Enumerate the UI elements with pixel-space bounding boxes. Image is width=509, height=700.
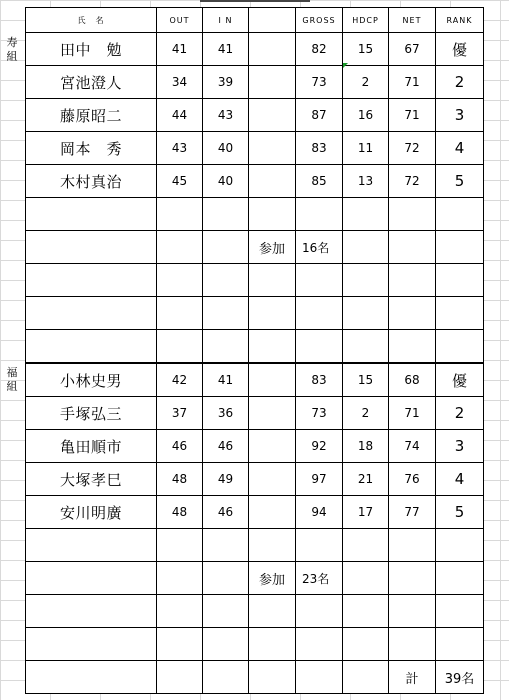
- empty-cell[interactable]: [249, 33, 296, 66]
- out-score[interactable]: 48: [157, 463, 203, 496]
- net-score[interactable]: 76: [389, 463, 436, 496]
- in-score[interactable]: 43: [203, 99, 249, 132]
- hdcp-score[interactable]: 16: [343, 99, 389, 132]
- hdcp-score[interactable]: 13: [343, 165, 389, 198]
- hdcp-score[interactable]: 17: [343, 496, 389, 529]
- total-label[interactable]: 計: [389, 661, 436, 694]
- empty-cell[interactable]: [249, 66, 296, 99]
- gross-score[interactable]: 97: [296, 463, 343, 496]
- empty-cell[interactable]: [249, 397, 296, 430]
- rank-value[interactable]: 2: [436, 397, 484, 430]
- in-score[interactable]: 41: [203, 363, 249, 397]
- rank-value[interactable]: 3: [436, 430, 484, 463]
- empty-cell[interactable]: [249, 132, 296, 165]
- net-score[interactable]: 67: [389, 33, 436, 66]
- player-name[interactable]: 大塚孝巳: [26, 463, 157, 496]
- out-score[interactable]: 48: [157, 496, 203, 529]
- gross-score[interactable]: 83: [296, 363, 343, 397]
- rank-value[interactable]: 優: [436, 363, 484, 397]
- hdcp-score[interactable]: 18: [343, 430, 389, 463]
- table-row[interactable]: [26, 463, 484, 496]
- empty-cell[interactable]: [249, 430, 296, 463]
- net-score[interactable]: 68: [389, 363, 436, 397]
- net-score[interactable]: 74: [389, 430, 436, 463]
- header-net: NET: [389, 8, 436, 33]
- hdcp-score[interactable]: 21: [343, 463, 389, 496]
- cell-comment-marker: [343, 63, 348, 68]
- empty-row[interactable]: [26, 297, 484, 330]
- in-score[interactable]: 49: [203, 463, 249, 496]
- empty-cell[interactable]: [249, 363, 296, 397]
- in-score[interactable]: 40: [203, 165, 249, 198]
- in-score[interactable]: 41: [203, 33, 249, 66]
- player-name[interactable]: 岡本 秀: [26, 132, 157, 165]
- rank-value[interactable]: 4: [436, 132, 484, 165]
- participation-row[interactable]: [26, 231, 484, 264]
- gross-score[interactable]: 85: [296, 165, 343, 198]
- header-blank: [249, 8, 296, 33]
- net-score[interactable]: 72: [389, 132, 436, 165]
- table-row[interactable]: [26, 496, 484, 529]
- gross-score[interactable]: 82: [296, 33, 343, 66]
- header-in: I N: [203, 8, 249, 33]
- gross-score[interactable]: 87: [296, 99, 343, 132]
- out-score[interactable]: 41: [157, 33, 203, 66]
- table-row[interactable]: [26, 99, 484, 132]
- table-row[interactable]: [26, 66, 484, 99]
- header-gross: GROSS: [296, 8, 343, 33]
- header-row: [26, 8, 484, 33]
- gross-score[interactable]: 83: [296, 132, 343, 165]
- gross-score[interactable]: 73: [296, 66, 343, 99]
- header-out: OUT: [157, 8, 203, 33]
- in-score[interactable]: 36: [203, 397, 249, 430]
- net-score[interactable]: 71: [389, 99, 436, 132]
- empty-row[interactable]: [26, 330, 484, 364]
- participation-count[interactable]: 16名: [296, 231, 343, 264]
- net-score[interactable]: 72: [389, 165, 436, 198]
- out-score[interactable]: 45: [157, 165, 203, 198]
- hdcp-score[interactable]: 2: [343, 397, 389, 430]
- rank-value[interactable]: 5: [436, 165, 484, 198]
- player-name[interactable]: 藤原昭二: [26, 99, 157, 132]
- empty-cell[interactable]: [249, 463, 296, 496]
- net-score[interactable]: 71: [389, 397, 436, 430]
- hdcp-score[interactable]: 15: [343, 363, 389, 397]
- gross-score[interactable]: 73: [296, 397, 343, 430]
- participation-label[interactable]: 参加: [249, 562, 296, 595]
- score-table: [25, 7, 484, 694]
- table-row[interactable]: [26, 132, 484, 165]
- gross-score[interactable]: 92: [296, 430, 343, 463]
- hdcp-score[interactable]: 11: [343, 132, 389, 165]
- gross-score[interactable]: 94: [296, 496, 343, 529]
- empty-row[interactable]: [26, 198, 484, 231]
- participation-count[interactable]: 23名: [296, 562, 343, 595]
- empty-row[interactable]: [26, 595, 484, 628]
- top-border-line: [200, 0, 310, 2]
- table-row[interactable]: [26, 33, 484, 66]
- out-score[interactable]: 44: [157, 99, 203, 132]
- rank-value[interactable]: 2: [436, 66, 484, 99]
- player-name[interactable]: 亀田順市: [26, 430, 157, 463]
- hdcp-score[interactable]: 15: [343, 33, 389, 66]
- player-name[interactable]: 安川明廣: [26, 496, 157, 529]
- out-score[interactable]: 37: [157, 397, 203, 430]
- header-rank: RANK: [436, 8, 484, 33]
- table-row[interactable]: [26, 165, 484, 198]
- total-count[interactable]: 39名: [436, 661, 484, 694]
- table-row[interactable]: [26, 397, 484, 430]
- rank-value[interactable]: 5: [436, 496, 484, 529]
- empty-cell[interactable]: [249, 99, 296, 132]
- empty-cell[interactable]: [249, 165, 296, 198]
- out-score[interactable]: 43: [157, 132, 203, 165]
- total-row[interactable]: [26, 661, 484, 694]
- in-score[interactable]: 46: [203, 430, 249, 463]
- in-score[interactable]: 40: [203, 132, 249, 165]
- out-score[interactable]: 34: [157, 66, 203, 99]
- header-hdcp: HDCP: [343, 8, 389, 33]
- net-score[interactable]: 77: [389, 496, 436, 529]
- rank-value[interactable]: 3: [436, 99, 484, 132]
- in-score[interactable]: 39: [203, 66, 249, 99]
- player-name[interactable]: 小林史男: [26, 363, 157, 397]
- player-name[interactable]: 宮池澄人: [26, 66, 157, 99]
- out-score[interactable]: 46: [157, 430, 203, 463]
- player-name[interactable]: 田中 勉: [26, 33, 157, 66]
- player-name[interactable]: 手塚弘三: [26, 397, 157, 430]
- net-score[interactable]: 71: [389, 66, 436, 99]
- empty-row[interactable]: [26, 529, 484, 562]
- empty-row[interactable]: [26, 628, 484, 661]
- out-score[interactable]: 42: [157, 363, 203, 397]
- rank-value[interactable]: 優: [436, 33, 484, 66]
- empty-row[interactable]: [26, 264, 484, 297]
- table-row[interactable]: [26, 430, 484, 463]
- hdcp-score[interactable]: 2: [343, 66, 389, 99]
- table-row[interactable]: [26, 363, 484, 397]
- rank-value[interactable]: 4: [436, 463, 484, 496]
- group-label-fuku: 福 組: [6, 366, 18, 393]
- participation-label[interactable]: 参加: [249, 231, 296, 264]
- in-score[interactable]: 46: [203, 496, 249, 529]
- player-name[interactable]: 木村真治: [26, 165, 157, 198]
- header-name: 氏 名: [26, 8, 157, 33]
- participation-row[interactable]: [26, 562, 484, 595]
- empty-cell[interactable]: [249, 496, 296, 529]
- group-label-kotobuki: 寿 組: [6, 36, 18, 63]
